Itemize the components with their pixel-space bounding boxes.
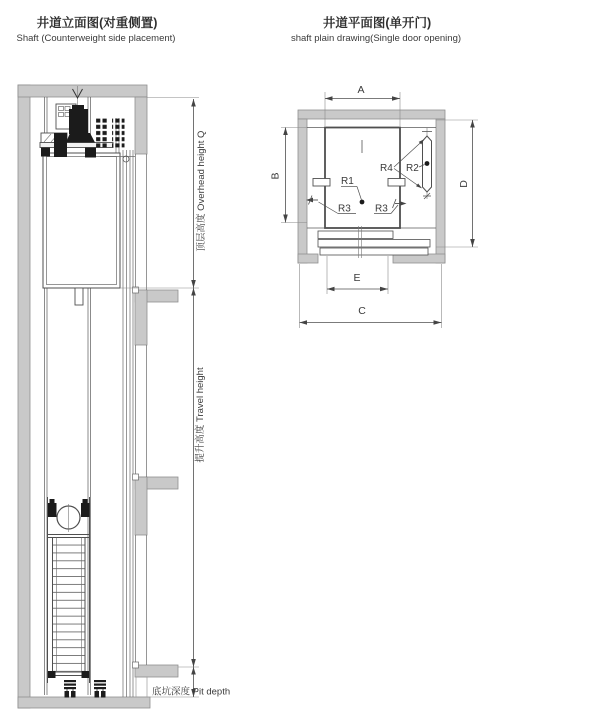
dim-e-label: E bbox=[353, 272, 361, 284]
pit-floor bbox=[18, 697, 150, 708]
radius-labels bbox=[319, 140, 425, 215]
elevation-drawing bbox=[18, 85, 230, 708]
machine-unit bbox=[40, 86, 135, 162]
car-toe-guard bbox=[75, 288, 83, 305]
landing2-wall bbox=[135, 477, 147, 535]
plan-car-outline bbox=[325, 128, 400, 229]
plan-counterweight bbox=[422, 128, 432, 199]
cwt-center-point bbox=[425, 161, 430, 166]
plan-top-wall bbox=[298, 110, 445, 119]
pit-buffers bbox=[64, 680, 106, 698]
car-body bbox=[43, 153, 120, 288]
elevation-title-cn: 井道立面图(对重侧置) bbox=[36, 16, 158, 30]
plan-left-wall bbox=[298, 119, 307, 263]
r2-label: R2 bbox=[406, 163, 419, 174]
r4-label: R4 bbox=[380, 163, 393, 174]
r1-label: R1 bbox=[341, 176, 354, 187]
titles bbox=[17, 15, 462, 44]
travel-height-label: 提升高度 Travel height bbox=[195, 367, 206, 463]
motor-base bbox=[66, 133, 95, 143]
deflector-sheave bbox=[54, 133, 67, 157]
pit-depth-label: 底坑深度 Pit depth bbox=[152, 686, 231, 698]
guide-rail-right bbox=[388, 179, 405, 187]
rope-hitch-mid bbox=[85, 148, 96, 158]
dim-d-label: D bbox=[458, 180, 470, 188]
plan-title-cn: 井道平面图(单开门) bbox=[322, 16, 432, 30]
elevation-dimensions bbox=[120, 98, 230, 698]
left-wall bbox=[18, 85, 30, 708]
plan-bottom-wall-left bbox=[298, 254, 318, 263]
r3-right-label: R3 bbox=[375, 203, 388, 215]
overhead-height-label: 顶层高度 Overhead height Q bbox=[196, 130, 207, 252]
cwt-clamp-right bbox=[81, 503, 90, 517]
plan-drawing bbox=[270, 84, 479, 328]
buffer-right bbox=[94, 680, 106, 698]
wall-face-lines bbox=[116, 118, 147, 697]
door-panel-3 bbox=[320, 248, 428, 255]
plan-right-wall bbox=[436, 119, 445, 263]
cwt-foot-right bbox=[82, 671, 90, 678]
car bbox=[43, 153, 120, 305]
plan-inner-lines bbox=[307, 128, 436, 229]
pit-side-wall-outline bbox=[136, 677, 147, 697]
car-center-point bbox=[360, 200, 365, 205]
buffer-left bbox=[64, 680, 76, 698]
cwt-clamp-left bbox=[48, 503, 57, 517]
top-right-wall bbox=[135, 97, 147, 154]
top-slab bbox=[18, 85, 147, 97]
plan-rail-brackets bbox=[306, 196, 407, 209]
cwt-weight-stack bbox=[53, 538, 86, 673]
guide-rail-left bbox=[313, 179, 330, 187]
dim-c-label: C bbox=[358, 305, 366, 317]
rope-hitch-left bbox=[41, 148, 50, 157]
cwt-foot-left bbox=[48, 671, 56, 678]
plan-title-en: shaft plain drawing(Single door opening) bbox=[290, 33, 462, 44]
dim-a-label: A bbox=[357, 84, 365, 96]
door-panel-2 bbox=[318, 240, 430, 248]
door-panel-1 bbox=[318, 231, 393, 239]
landing1-wall bbox=[135, 290, 147, 345]
dim-b-label: B bbox=[269, 172, 282, 180]
traction-motor bbox=[69, 109, 88, 134]
r3-left-label: R3 bbox=[338, 203, 351, 215]
hook-icon bbox=[123, 156, 129, 162]
landing3-slab bbox=[135, 665, 178, 677]
plan-door bbox=[318, 226, 430, 258]
extension-lines bbox=[120, 98, 199, 698]
hitch-plate-2 bbox=[112, 118, 125, 149]
hitch-plate-1 bbox=[96, 118, 109, 149]
counterweight bbox=[48, 497, 90, 683]
elevation-title-en: Shaft (Counterweight side placement) bbox=[16, 33, 176, 44]
